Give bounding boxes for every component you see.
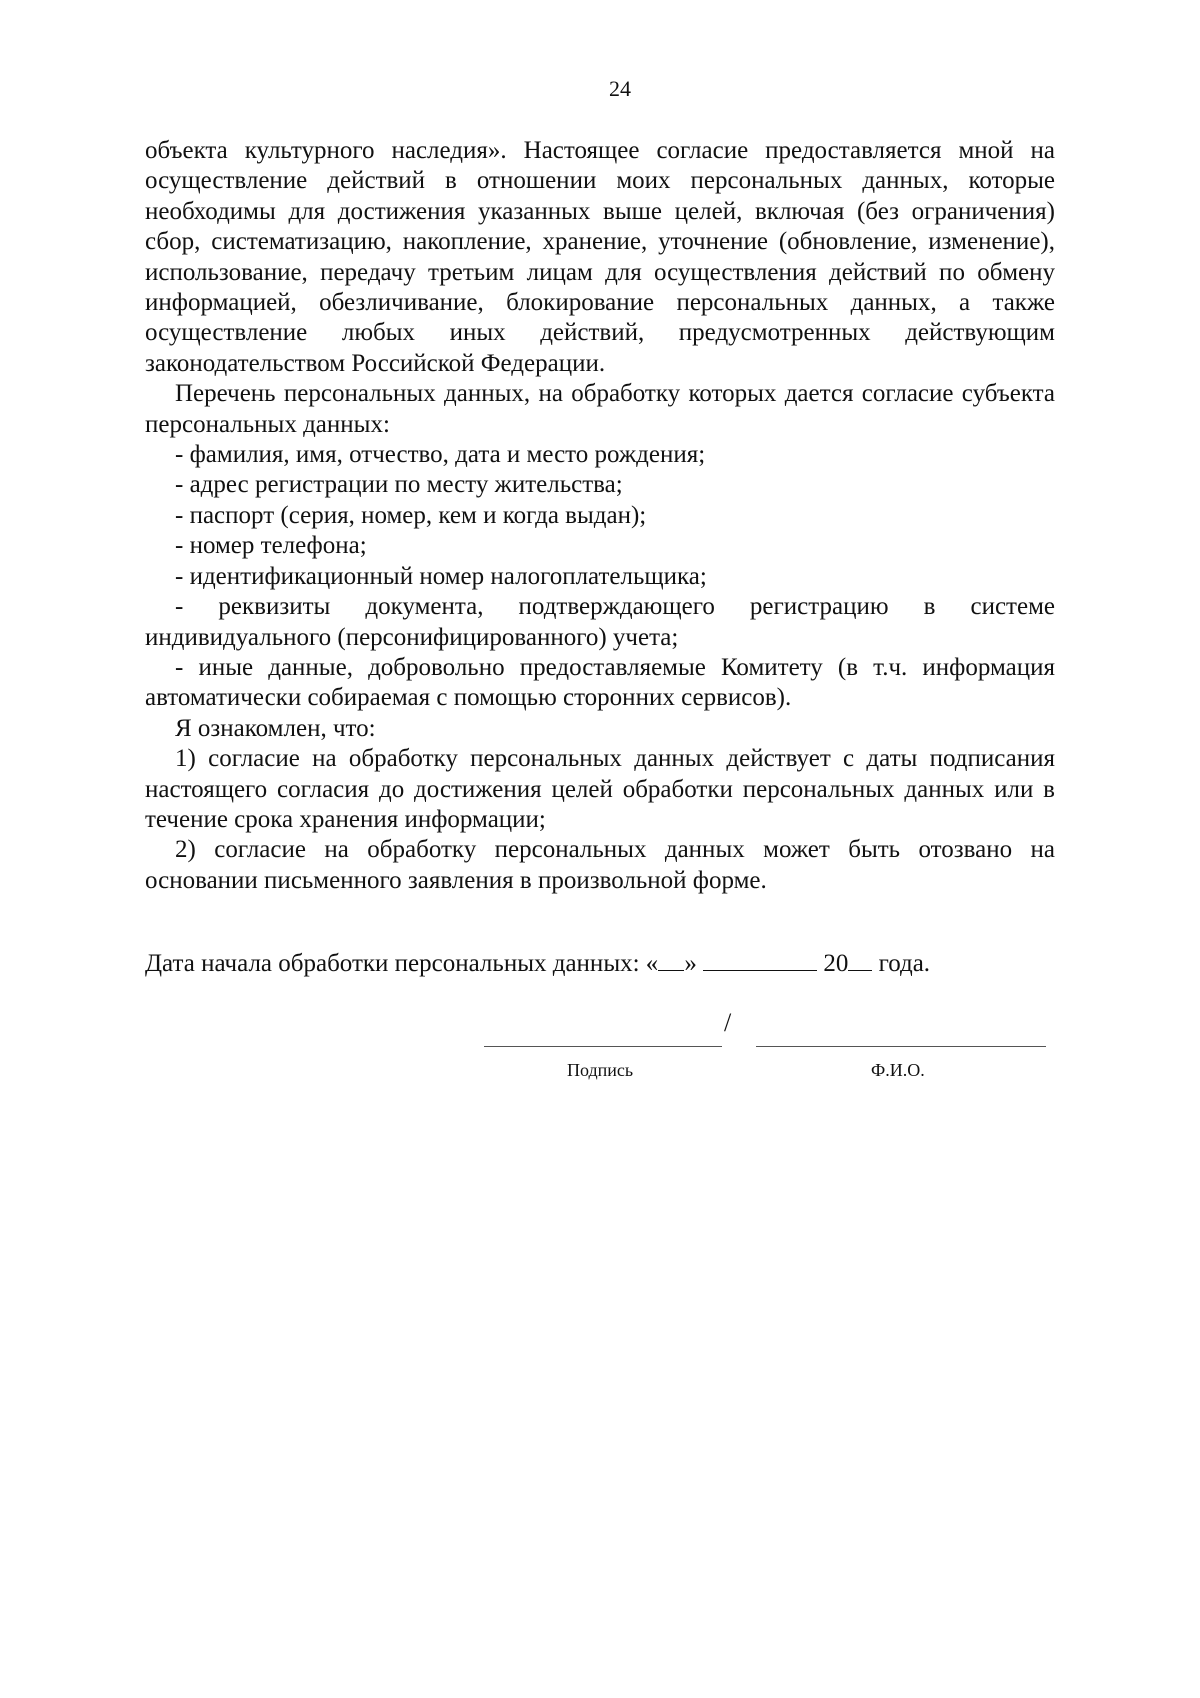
paragraph-consent-validity: 1) согласие на обработку персональных данных действует с даты подписания настоящего согласия до достижения целей обработки персональных данных или в течение срока хранения информации;	[145, 745, 1055, 833]
list-item-phone: - номер телефона;	[175, 532, 367, 560]
list-item-name: - фамилия, имя, отчество, дата и место рождения;	[175, 441, 706, 469]
paragraph-data-list-intro: Перечень персональных данных, на обработку которых дается согласие субъекта персональных данных:	[145, 380, 1055, 438]
processing-start-date-line	[145, 950, 930, 978]
list-item-other-data: - иные данные, добровольно предоставляемые Комитету (в т.ч. информация автоматически собираемая с помощью сторонних сервисов).	[145, 653, 1055, 712]
paragraph-acknowledged: Я ознакомлен, что:	[175, 714, 376, 742]
fio-line[interactable]	[756, 1046, 1046, 1047]
document-body	[145, 136, 1055, 896]
signature-line[interactable]	[484, 1046, 722, 1047]
year-blank-field[interactable]	[848, 950, 872, 971]
year-prefix: 20	[823, 950, 849, 977]
month-blank-field[interactable]	[703, 950, 817, 971]
day-blank-field[interactable]	[658, 950, 684, 971]
date-line-quote-close: »	[684, 950, 697, 977]
list-item-passport: - паспорт (серия, номер, кем и когда выдан);	[175, 501, 647, 529]
fio-label: Ф.И.О.	[871, 1060, 925, 1080]
list-item-inn: - идентификационный номер налогоплательщика;	[175, 562, 707, 590]
signature-separator-slash: /	[724, 1008, 732, 1037]
paragraph-consent-actions: объекта культурного наследия». Настоящее согласие предоставляется мной на осуществление действий в отношении моих персональных данных, которые необходимы для достижения указанных выше целей, включая (без ограничения) сбор, систематизацию, накопление, хранение, уточнение (обновление, изменение), использование, передачу третьим лицам для осуществления действий по обмену информацией, обезличивание, блокирование персональных данных, а также осуществление любых иных действий, предусмотренных действующим законодательством Российской Федерации.	[145, 137, 1055, 377]
list-item-address: - адрес регистрации по месту жительства;	[175, 471, 623, 499]
page-number: 24	[609, 76, 631, 101]
paragraph-consent-revocation: 2) согласие на обработку персональных данных может быть отозвано на основании письменного заявления в произвольной форме.	[145, 836, 1055, 894]
date-line-suffix: года.	[872, 950, 931, 977]
list-item-registration-document: - реквизиты документа, подтверждающего регистрацию в системе индивидуального (персонифицированного) учета;	[145, 593, 1055, 651]
signature-label: Подпись	[567, 1060, 634, 1080]
date-line-prefix: Дата начала обработки персональных данных: «	[145, 950, 659, 977]
